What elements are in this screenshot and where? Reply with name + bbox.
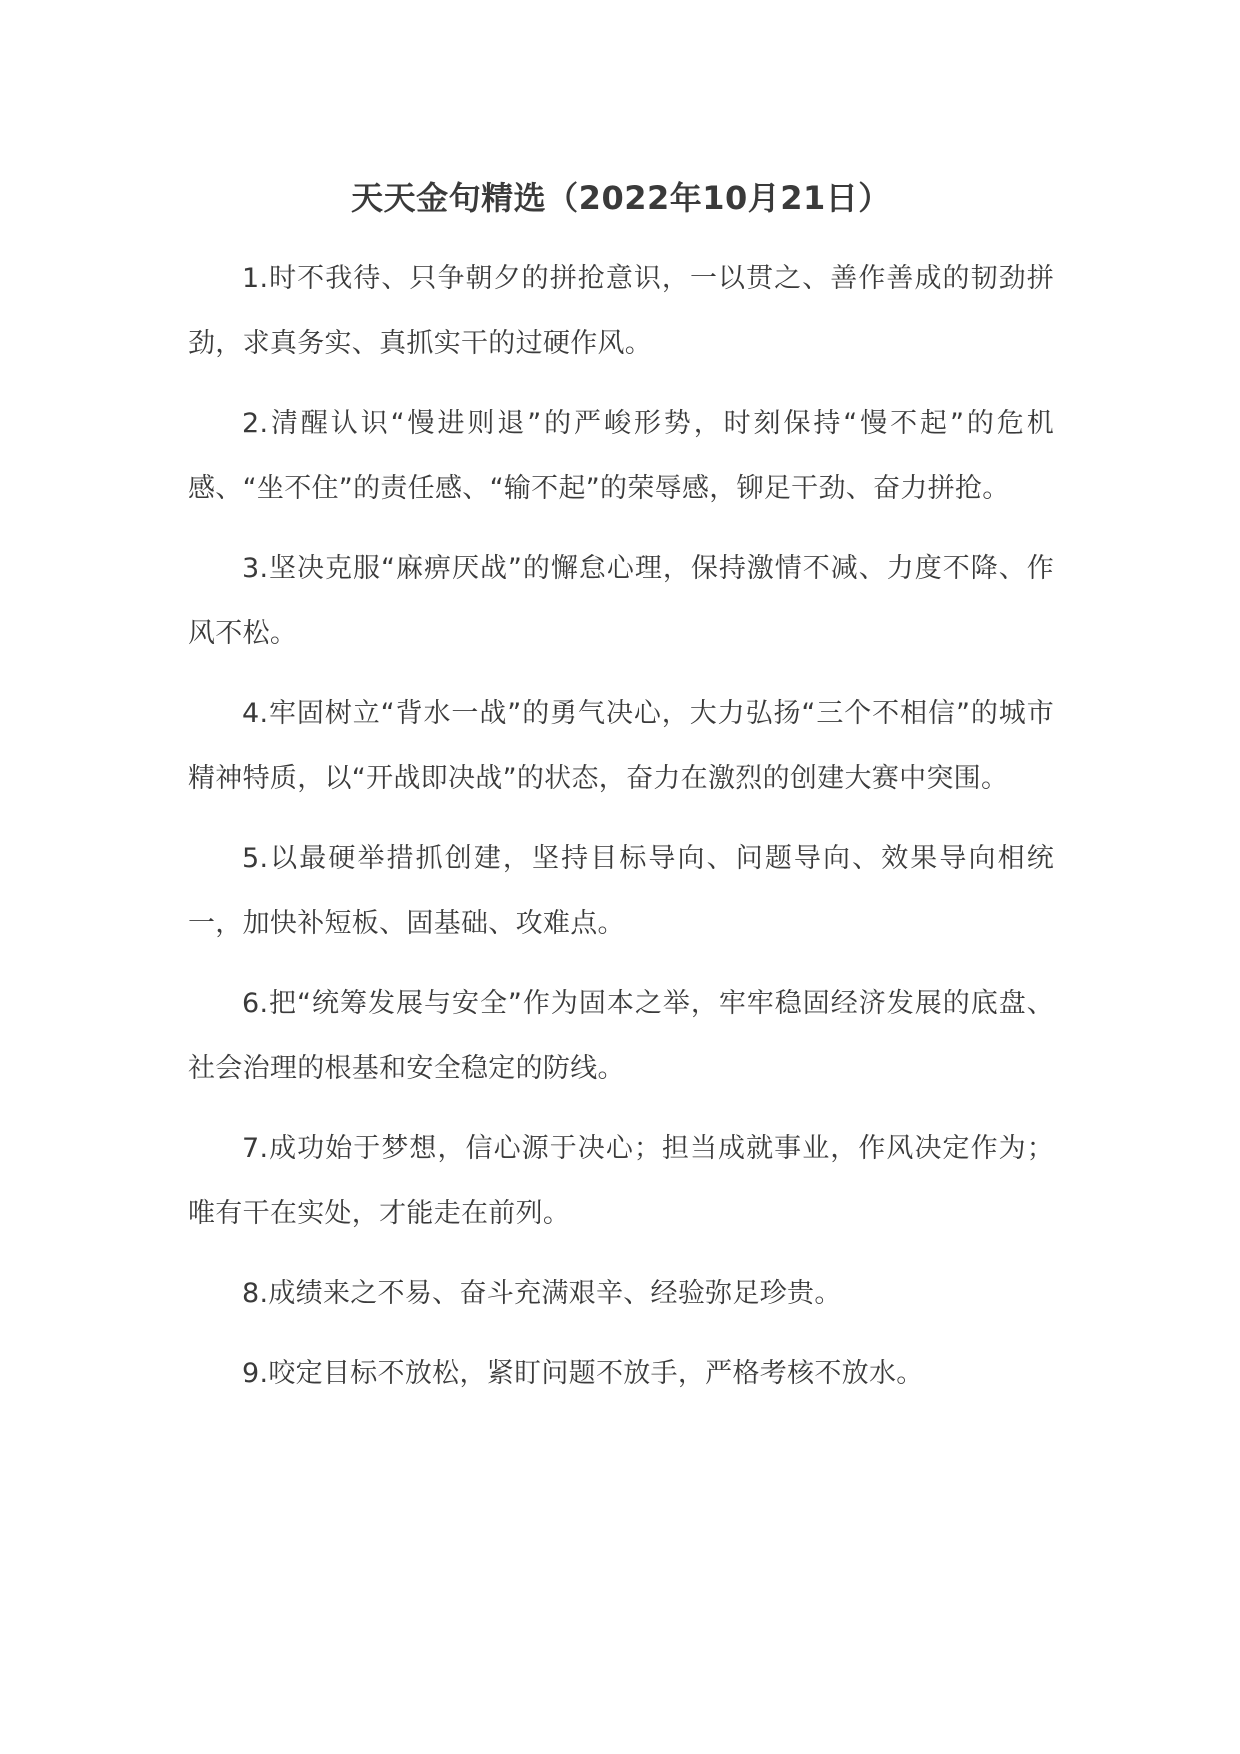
paragraph-6: 6.把“统筹发展与安全”作为固本之举，牢牢稳固经济发展的底盘、社会治理的根基和安全稳定的防线。: [188, 988, 1054, 1084]
paragraph-3: 3.坚决克服“麻痹厌战”的懈怠心理，保持激情不减、力度不降、作风不松。: [188, 553, 1054, 649]
paragraph-7: 7.成功始于梦想，信心源于决心；担当成就事业，作风决定作为；唯有干在实处，才能走在前列。: [188, 1133, 1054, 1229]
document-page: [188, 172, 1054, 1421]
paragraph-9: 9.咬定目标不放松，紧盯问题不放手，严格考核不放水。: [242, 1358, 924, 1389]
document-title: 天天金句精选（2022年10月21日）: [351, 179, 891, 217]
paragraph-1: 1.时不我待、只争朝夕的拼抢意识，一以贯之、善作善成的韧劲拼劲，求真务实、真抓实干的过硬作风。: [188, 263, 1054, 359]
paragraph-5: 5.以最硬举措抓创建，坚持目标导向、问题导向、效果导向相统一，加快补短板、固基础、攻难点。: [188, 843, 1054, 939]
paragraph-8: 8.成绩来之不易、奋斗充满艰辛、经验弥足珍贵。: [242, 1278, 842, 1309]
paragraph-4: 4.牢固树立“背水一战”的勇气决心，大力弘扬“三个不相信”的城市精神特质，以“开战即决战”的状态，奋力在激烈的创建大赛中突围。: [188, 698, 1054, 794]
paragraph-2: 2.清醒认识“慢进则退”的严峻形势，时刻保持“慢不起”的危机感、“坐不住”的责任感、“输不起”的荣辱感，铆足干劲、奋力拼抢。: [188, 408, 1054, 504]
